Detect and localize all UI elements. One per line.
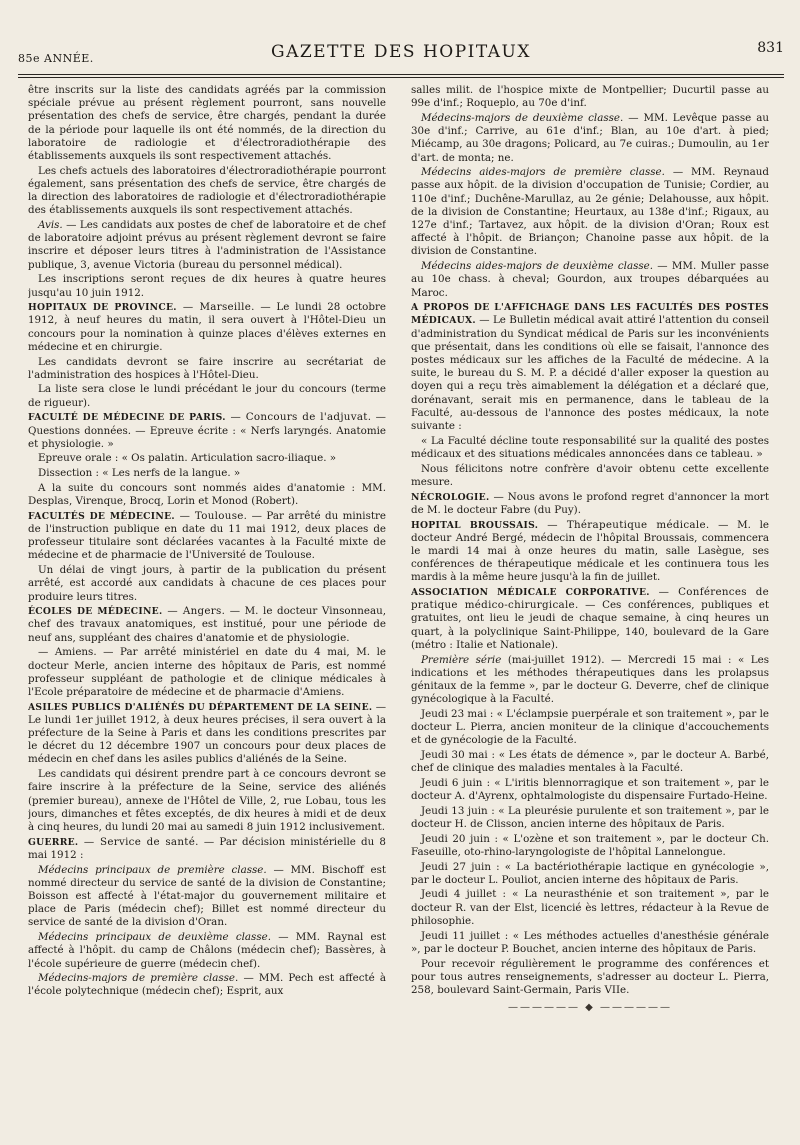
paragraph-text: A la suite du concours sont nommés aides d'anatomie : MM. Desplas, Virenque, Brocq, Lorin et Monod (Robert). (28, 481, 386, 508)
paragraph-lead: Avis. (38, 219, 63, 232)
paragraph-text: — Ces conférences, publiques et gratuites, ont lieu le jeudi de chaque semaine, à cinq heures un quart, à la polyclinique Saint-Philippe, 140, boulevard de la Gare (métro : Italie et Nationale). (411, 599, 769, 651)
paragraph-text: La liste sera close le lundi précédant le jour du concours (terme de rigueur). (28, 383, 386, 409)
paragraph (411, 958, 769, 998)
paragraph (411, 260, 769, 300)
paragraph-text: Dissection : « Les nerfs de la langue. » (38, 467, 241, 480)
paragraph-text: — Par arrêté du ministre de l'instruction publique en date du 11 mai 1912, deux places de professeur titulaire sont déclarées vacantes à la Faculté mixte de médecine et de pharmacie de l'Université de Toulouse. (28, 509, 386, 562)
paragraph (411, 112, 769, 165)
section-separator: —————— ◆ —————— (507, 1002, 673, 1014)
journal-title: GAZETTE DES HOPITAUX (270, 42, 531, 62)
section-heading: GUERRE. (28, 836, 79, 848)
paragraph-text: Les inscriptions seront reçues de dix heures à quatre heures jusqu'au 10 juin 1912. (28, 273, 386, 299)
paragraph (28, 482, 386, 508)
section-subheading: — Conférences de pratique médico-chirurgicale. (411, 586, 769, 612)
paragraph-text: — Le lundi 1er juillet 1912, à deux heures précises, il sera ouvert à la préfecture de la Seine à Paris et dans les conditions prescrites par le décret du 12 décembre 1907 un concours pour deux places de médecin en chef dans les asiles publics d'aliénés de la Seine. (28, 700, 386, 766)
paragraph-text: — Le lundi 28 octobre 1912, à neuf heures du matin, il sera ouvert à l'Hôtel-Dieu un concours pour la nomination à quinze places d'élèves externes en médecine et en chirurgie. (28, 301, 386, 353)
paragraph-text: Jeudi 11 juillet : « Les méthodes actuelles d'anesthésie générale », par le docteur P. Bouchet, ancien interne des hôpitaux de Paris. (411, 929, 769, 955)
section-subheading: — Toulouse. (174, 509, 248, 522)
year-label: 85e ANNÉE. (18, 52, 94, 65)
paragraph-text: Epreuve orale : « Os palatin. Articulation sacro-iliaque. » (38, 452, 337, 465)
section-heading: A PROPOS DE L'AFFICHAGE DANS LES FACULTÉS DES POSTES MÉDICAUX. (411, 302, 769, 327)
paragraph (411, 777, 769, 803)
paragraph-text: — MM. Reynaud passe aux hôpit. de la division d'occupation de Tunisie; Cordier, au 110e d'inf.; Duchêne-Marullaz, au 2e génie; Delahousse, aux hôpit. de la division de Constantine; Heurtaux, au 138e d'inf.; Rigaux, au 127e d'inf.; Tartavez, aux hôpit. de la division d'Oran; Roux est affecté à l'hôpit. de Briançon; Chanoine passe aux hôpit. de la division de Constantine. (411, 166, 769, 258)
paragraph-text: — M. le docteur André Bergé, médecin de l'hôpital Broussais, commencera le mardi 14 mai à onze heures du matin, salle Lasègue, ses conférences de thérapeutique médicale et les continuera tous les mardis à la même heure jusqu'à la fin de juillet. (411, 518, 769, 584)
paragraph (28, 646, 386, 699)
header-rule-double (18, 77, 784, 78)
paragraph-text: être inscrits sur la liste des candidats agréés par la commission spéciale prévue au présent règlement pourront, sans nouvelle présentation des chefs de service, être chargés, pendant la durée de la période pour laquelle ils ont été nommés, de la direction du laboratoire de radiologie et d'électroradiothérapie des établissements auxquels ils sont respectivement attachés. (28, 84, 386, 163)
paragraph (28, 356, 386, 382)
paragraph-text: Un délai de vingt jours, à partir de la publication du présent arrêté, est accordé aux candidats à chacune de ces places pour produire leurs titres. (28, 564, 386, 603)
paragraph-text: Jeudi 6 juin : « L'iritis blennorragique et son traitement », par le docteur A. d'Ayrenx, ophtalmologiste du dispensaire Furtado-Heine. (411, 776, 769, 803)
paragraph (411, 833, 769, 859)
paragraph (411, 166, 769, 258)
paragraph-text: — M. le docteur Vinsonneau, chef des travaux anatomiques, est institué, pour une période de neuf ans, suppléant des chaires d'anatomie et de physiologie. (28, 605, 386, 644)
paragraph (411, 654, 769, 707)
section-subheading: — Marseille. (176, 301, 255, 314)
paragraph (411, 586, 769, 652)
paragraph (28, 564, 386, 604)
paragraph-text: — MM. Raynal est affecté à l'hôpit. du camp de Châlons (médecin chef); Bassères, à l'école supérieure de guerre (médecin chef). (28, 931, 386, 970)
paragraph-text: — MM. Pech est affecté à l'école polytechnique (médecin chef); Esprit, aux (28, 972, 386, 998)
section-heading: ASILES PUBLICS D'ALIÉNÉS DU DÉPARTEMENT DE LA SEINE. (28, 701, 373, 713)
paragraph (28, 864, 386, 930)
paragraph-text: Les candidats devront se faire inscrire au secrétariat de l'administration des hospices à l'Hôtel-Dieu. (28, 355, 386, 381)
paragraph (28, 383, 386, 409)
paragraph-text: — Par décision ministérielle du 8 mai 1912 : (28, 835, 386, 861)
paragraph (411, 930, 769, 956)
section-heading: NÉCROLOGIE. (411, 491, 490, 503)
paragraph (28, 931, 386, 971)
section-subheading: — Concours de l'adjuvat. (225, 411, 372, 424)
paragraph (28, 836, 386, 862)
paragraph (28, 219, 386, 272)
paragraph-text: Jeudi 30 mai : « Les états de démence », par le docteur A. Barbé, chef de clinique des maladies mentales à la Faculté. (411, 748, 769, 775)
paragraph-text: Jeudi 13 juin : « La pleurésie purulente et son traitement », par le docteur H. de Clisson, ancien interne des hôpitaux de Paris. (411, 804, 769, 830)
paragraph-text: « La Faculté décline toute responsabilité sur la qualité des postes médicaux et des situations médicales annoncées dans ce tableau. » (411, 434, 769, 460)
section-subheading: — Service de santé. (78, 835, 199, 848)
paragraph-text: Jeudi 4 juillet : « La neurasthénie et son traitement », par le docteur R. van der Elst, licencié ès lettres, rédacteur à la Revue de philosophie. (411, 888, 769, 927)
paragraph (411, 749, 769, 775)
section-heading: ASSOCIATION MÉDICALE CORPORATIVE. (411, 587, 650, 599)
paragraph (411, 519, 769, 585)
paragraph-lead: Médecins principaux de première classe. (38, 863, 267, 876)
paragraph (411, 84, 769, 110)
paragraph-text: Jeudi 23 mai : « L'éclampsie puerpérale et son traitement », par le docteur L. Pierra, ancien moniteur de la clinique d'accouchements et de gynécologie de la Faculté. (411, 707, 769, 747)
right-column (411, 84, 769, 1134)
section-heading: FACULTÉ DE MÉDECINE DE PARIS. (28, 412, 226, 424)
paragraph-text: — MM. Levêque passe au 30e d'inf.; Carrive, au 61e d'inf.; Blan, au 10e d'art. à pied; Miécamp, au 30e dragons; Policard, au 7e cuiras.; Dumoulin, au 1er d'art. de monta; ne. (411, 111, 769, 164)
paragraph (28, 972, 386, 998)
paragraph (28, 84, 386, 163)
paragraph-text: (mai-juillet 1912). — Mercredi 15 mai : « Les indications et les méthodes thérapeutiques dans les prolapsus génitaux de la femme », par le docteur G. Deverre, chef de clinique gynécologique à la Faculté. (411, 653, 769, 706)
paragraph-text: Les chefs actuels des laboratoires d'électroradiothérapie pourront également, sans présentation des chefs de service, être chargés de la direction des laboratoires de radiologie et d'électroradiothérapie des établissements auxquels ils sont respectivement attachés. (28, 164, 386, 217)
paragraph (28, 165, 386, 218)
paragraph-text: Jeudi 27 juin : « La bactériothérapie lactique en gynécologie », par le docteur L. Pouliot, ancien interne des hôpitaux de Paris. (411, 860, 769, 886)
paragraph-lead: Première série (421, 653, 502, 666)
paragraph-text: — MM. Muller passe au 10e chass. à cheval; Gourdon, aux troupes débarquées au Maroc. (411, 260, 769, 299)
paragraph (28, 701, 386, 767)
section-subheading: — Thérapeutique médicale. (538, 518, 710, 531)
paragraph (411, 805, 769, 831)
paragraph (28, 301, 386, 354)
paragraph (411, 861, 769, 887)
paragraph (28, 273, 386, 299)
paragraph-lead: Médecins principaux de deuxième classe. (38, 931, 271, 944)
paragraph (411, 301, 769, 433)
paragraph-lead: Médecins aides-majors de première classe. (421, 166, 665, 179)
paragraph (411, 491, 769, 517)
paragraph (28, 605, 386, 645)
section-heading: HOPITAL BROUSSAIS. (411, 519, 539, 531)
paragraph-text: Les candidats qui désirent prendre part à ce concours devront se faire inscrire à la préfecture de la Seine, service des aliénés (premier bureau), annexe de l'Hôtel de Ville, 2, rue Lobau, tous les jours, dimanches et fêtes exceptés, de dix heures à midi et de deux à cinq heures, du lundi 20 mai au samedi 8 juin 1912 inclusivement. (28, 768, 386, 833)
section-heading: FACULTÉS DE MÉDECINE. (28, 510, 175, 522)
paragraph-text: — Les candidats aux postes de chef de laboratoire et de chef de laboratoire adjoint prévus au présent règlement devront se faire inscrire et déposer leurs titres à l'administration de l'Assistance publique, 3, avenue Victoria (bureau du personnel médical). (28, 219, 386, 271)
paragraph-text: Jeudi 20 juin : « L'ozène et son traitement », par le docteur Ch. Faseuille, oto-rhino-laryngologiste de l'hôpital Lannelongue. (411, 832, 769, 858)
section-heading: HOPITAUX DE PROVINCE. (28, 302, 177, 314)
paragraph (28, 768, 386, 834)
paragraph-text: salles milit. de l'hospice mixte de Montpellier; Ducurtil passe au 99e d'inf.; Roqueplo, au 70e d'inf. (411, 84, 769, 110)
paragraph-text: — MM. Bischoff est nommé directeur du service de santé de la division de Constantine; Boisson est affecté à l'état-major du gouvernement militaire et place de Paris (médecin chef); Billet est nommé directeur du service de santé de la division d'Oran. (28, 863, 386, 929)
paragraph-text: — Questions données. — Epreuve écrite : « Nerfs laryngés. Anatomie et physiologie. » (28, 411, 386, 450)
paragraph-lead: Médecins-majors de deuxième classe. (421, 111, 624, 124)
paragraph-text: — Amiens. — Par arrêté ministériel en date du 4 mai, M. le docteur Merle, ancien interne des hôpitaux de Paris, est nommé professeur suppléant de pathologie et de clinique médicales à l'Ecole préparatoire de médecine et de pharmacie d'Amiens. (28, 646, 386, 698)
section-subheading: — Angers. (162, 605, 226, 618)
paragraph-text: — Le Bulletin médical avait attiré l'attention du conseil d'administration du Syndicat médical de Paris sur les inconvénients que présentait, dans les conditions où elle se faisait, l'annonce des postes médicaux sur les affiches de la Faculté de médecine. A la suite, le bureau du S. M. P. a décidé d'aller exposer la question au doyen qui a reçu très aimablement la délégation et a déclaré que, dorénavant, serait mis en permanence, dans le tableau de la Faculté, au-dessous de l'annonce des postes médicaux, la note suivante : (411, 314, 769, 433)
paragraph (28, 452, 386, 465)
paragraph (411, 435, 769, 461)
left-column (28, 84, 386, 1134)
paragraph (28, 467, 386, 480)
paragraph (411, 463, 769, 489)
paragraph-text: Nous félicitons notre confrère d'avoir obtenu cette excellente mesure. (411, 462, 769, 488)
paragraph (28, 411, 386, 451)
section-heading: ÉCOLES DE MÉDECINE. (28, 606, 163, 618)
paragraph (28, 510, 386, 563)
paragraph-lead: Médecins-majors de première classe. (38, 972, 239, 985)
paragraph-text: — Nous avons le profond regret d'annoncer la mort de M. le docteur Fabre (du Puy). (411, 490, 769, 516)
paragraph-text: Pour recevoir régulièrement le programme des conférences et pour tous autres renseignements, s'adresser au docteur L. Pierra, 258, boulevard Saint-Germain, Paris VIIe. (411, 957, 769, 996)
paragraph (411, 888, 769, 928)
paragraph-lead: Médecins aides-majors de deuxième classe. (421, 260, 654, 273)
header-rule (18, 74, 784, 75)
paragraph (411, 708, 769, 748)
running-header (18, 38, 784, 74)
page-number: 831 (757, 40, 784, 56)
